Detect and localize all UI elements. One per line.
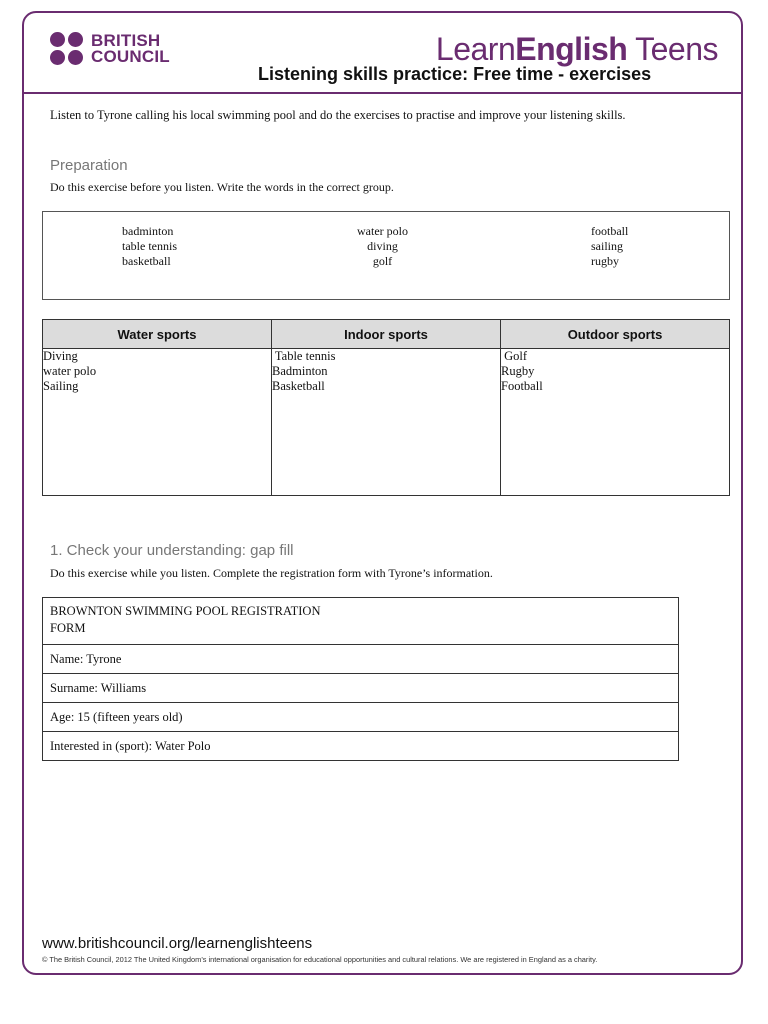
word-column: [357, 224, 408, 269]
british-council-logo: [50, 32, 170, 65]
intro-text: Listen to Tyrone calling his local swimming pool and do the exercises to practise and improve your listening skills.: [50, 108, 626, 122]
answer-item: Football: [501, 379, 543, 393]
bc-logo-line2: COUNCIL: [91, 46, 170, 66]
le-logo-learn: Learn: [435, 31, 516, 67]
form-row-surname[interactable]: Surname: Williams: [43, 674, 679, 703]
registration-form-title: [43, 598, 679, 645]
form-row-name[interactable]: Name: Tyrone: [43, 645, 679, 674]
word-column: [591, 224, 628, 269]
word-item: badminton: [122, 224, 174, 238]
answer-item: water polo: [43, 364, 97, 378]
page-title: Listening skills practice: Free time - exercises: [258, 64, 652, 84]
form-row-sport[interactable]: Interested in (sport): Water Polo: [43, 732, 679, 761]
word-item: sailing: [591, 239, 623, 253]
preparation-heading: Preparation: [50, 157, 128, 174]
indoor-sports-answer-cell[interactable]: [272, 349, 501, 496]
table-header-outdoor-sports: Outdoor sports: [501, 320, 730, 349]
le-logo-teens: Teens: [627, 31, 718, 67]
answer-item: Table tennis: [272, 349, 336, 363]
british-council-dots-icon: [50, 32, 83, 65]
answer-item: Diving: [43, 349, 78, 363]
registration-form-table: [42, 597, 679, 761]
word-column: [122, 224, 177, 269]
learnenglish-teens-logo: [436, 31, 718, 68]
word-item: water polo: [357, 224, 408, 238]
footer-copyright: © The British Council, 2012 The United Kingdom’s international organisation for educational opportunities and cultural relations. We are registered in England as a charity.: [42, 955, 598, 964]
table-header-indoor-sports: Indoor sports: [272, 320, 501, 349]
table-header-water-sports: Water sports: [43, 320, 272, 349]
word-bank-box: [42, 211, 730, 300]
bc-logo-line1: BRITISH: [91, 30, 161, 50]
word-item: golf: [372, 254, 393, 268]
word-item: rugby: [591, 254, 619, 268]
preparation-instruction: Do this exercise before you listen. Write the words in the correct group.: [50, 180, 394, 194]
answer-item: Sailing: [43, 379, 79, 393]
water-sports-answer-cell[interactable]: [43, 349, 272, 496]
exercise1-heading: 1. Check your understanding: gap fill: [50, 542, 294, 559]
form-title-line2: FORM: [50, 621, 86, 635]
answer-item: Basketball: [272, 379, 325, 393]
footer-url-link[interactable]: www.britishcouncil.org/learnenglishteens: [42, 935, 313, 952]
word-item: diving: [367, 239, 398, 253]
answer-item: Golf: [501, 349, 528, 363]
sports-groups-table: [42, 319, 730, 496]
answer-item: Badminton: [272, 364, 328, 378]
word-item: basketball: [122, 254, 171, 268]
exercise1-instruction: Do this exercise while you listen. Complete the registration form with Tyrone’s information.: [50, 566, 493, 580]
outdoor-sports-answer-cell[interactable]: [501, 349, 730, 496]
header-divider: [22, 92, 743, 94]
word-item: table tennis: [122, 239, 177, 253]
answer-item: Rugby: [501, 364, 535, 378]
word-item: football: [591, 224, 629, 238]
le-logo-english: English: [515, 31, 628, 67]
form-row-age[interactable]: Age: 15 (fifteen years old): [43, 703, 679, 732]
form-title-line1: BROWNTON SWIMMING POOL REGISTRATION: [50, 604, 321, 618]
